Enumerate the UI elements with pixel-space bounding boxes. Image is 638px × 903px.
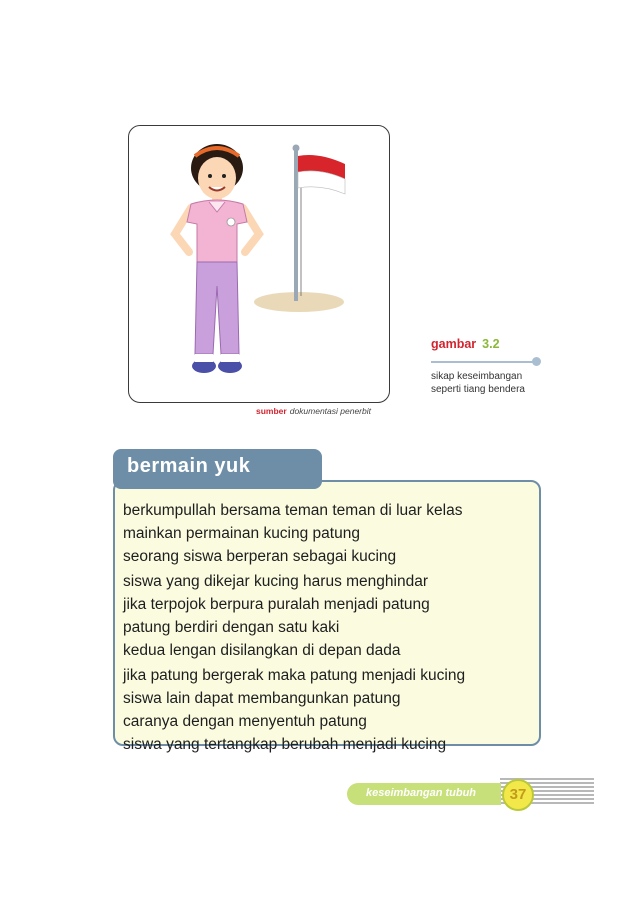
- instruction-line: seorang siswa berperan sebagai kucing: [123, 548, 397, 565]
- page-number-badge: 37: [502, 779, 534, 811]
- footer-chapter-title: keseimbangan tubuh: [366, 787, 477, 799]
- instruction-line: caranya dengan menyentuh patung: [123, 713, 367, 730]
- caption-divider: [431, 361, 535, 363]
- source-label: sumber: [256, 406, 287, 416]
- caption-word: gambar: [431, 337, 477, 351]
- illustration-frame: [128, 125, 390, 403]
- instruction-line: patung berdiri dengan satu kaki: [123, 619, 340, 636]
- caption-text: sikap keseimbangan seperti tiang bendera: [431, 371, 525, 395]
- source-text: dokumentasi penerbit: [289, 406, 371, 416]
- caption-title: [431, 337, 551, 351]
- instruction-line: jika terpojok berpura puralah menjadi patung: [123, 596, 430, 613]
- caption-divider-dot: [532, 357, 541, 366]
- caption-number: 3.2: [482, 337, 500, 351]
- instruction-line: siswa yang tertangkap berubah menjadi kucing: [123, 736, 447, 753]
- instruction-line: mainkan permainan kucing patung: [123, 525, 360, 542]
- instruction-line: kedua lengan disilangkan di depan dada: [123, 642, 401, 659]
- instruction-line: jika patung bergerak maka patung menjadi kucing: [123, 667, 466, 684]
- girl-and-flagpole-illustration: [129, 126, 389, 402]
- instruction-line: berkumpullah bersama teman teman di luar kelas: [123, 502, 463, 519]
- instruction-line: siswa lain dapat membangunkan patung: [123, 690, 401, 707]
- figure-caption: [431, 337, 551, 395]
- activity-instructions: [123, 499, 533, 756]
- image-source-credit: [256, 406, 371, 416]
- instruction-line: siswa yang dikejar kucing harus menghindar: [123, 573, 428, 590]
- activity-title: bermain yuk: [127, 455, 251, 477]
